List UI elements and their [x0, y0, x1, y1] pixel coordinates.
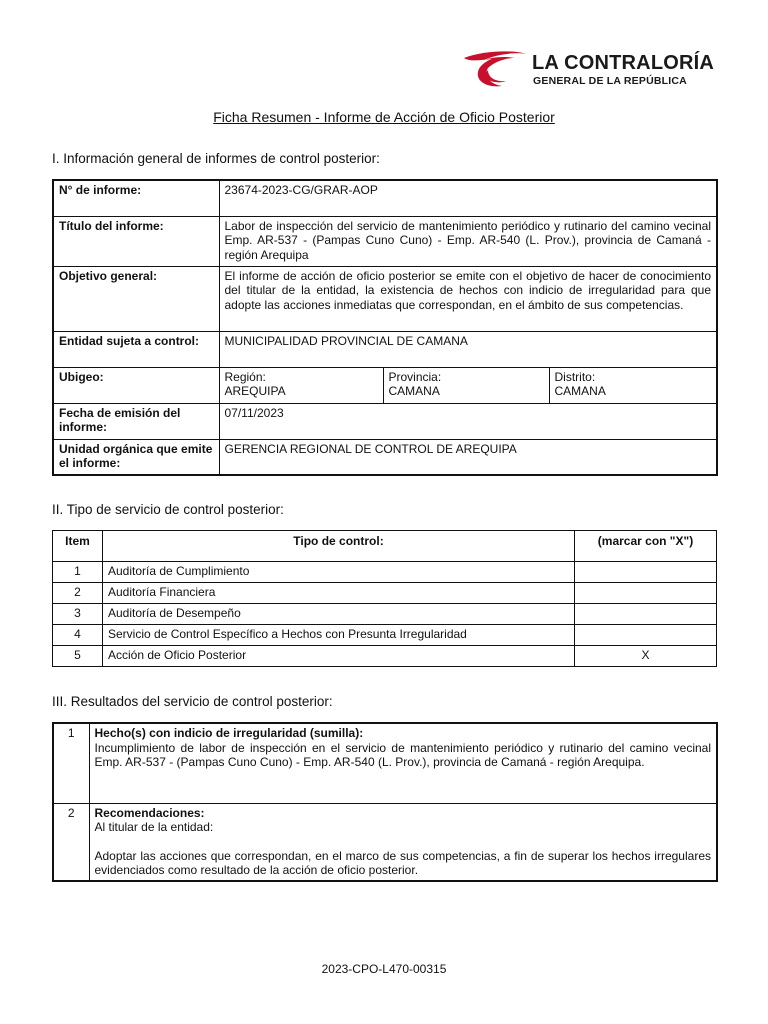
col-tipo: Tipo de control: — [103, 531, 575, 562]
item-number: 5 — [53, 646, 103, 667]
table-row — [53, 180, 717, 216]
item-number: 2 — [53, 583, 103, 604]
value-objetivo: El informe de acción de oficio posterior se emite con el objetivo de hacer de conocimiento del titular de la entidad, la existencia de hechos con indicio de irregularidad para que adopte las acciones inmediatas que correspondan, en el ámbito de sus competencias. — [219, 266, 717, 331]
item-type: Auditoría de Desempeño — [103, 604, 575, 625]
result-text: Incumplimiento de labor de inspección en el servicio de mantenimiento periódico y rutinario del camino vecinal Emp. AR-537 - (Pampas Cuno Cuno) - Emp. AR-540 (L. Prov.), provincia de Camaná - región Arequipa. — [94, 740, 711, 769]
contraloria-logo — [458, 48, 720, 98]
result-text: Al titular de la entidad: — [94, 820, 214, 834]
item-type: Acción de Oficio Posterior — [103, 646, 575, 667]
ubigeo-region — [219, 367, 383, 403]
table-header-row — [53, 531, 717, 562]
provincia-value: CAMANA — [388, 384, 440, 398]
col-item: Item — [53, 531, 103, 562]
table-row — [53, 583, 717, 604]
item-mark — [575, 604, 717, 625]
results-table — [52, 722, 718, 882]
label-entidad: Entidad sujeta a control: — [53, 331, 219, 367]
label-ubigeo: Ubigeo: — [53, 367, 219, 403]
control-type-table — [52, 530, 717, 667]
item-mark: X — [575, 646, 717, 667]
result-title: Hecho(s) con indicio de irregularidad (sumilla): — [94, 726, 364, 740]
item-number: 4 — [53, 625, 103, 646]
document-code: 2023-CPO-L470-00315 — [321, 962, 447, 976]
table-row — [53, 439, 717, 475]
item-mark — [575, 562, 717, 583]
org-name-line1: LA CONTRALORÍA — [532, 52, 715, 74]
result-content — [89, 723, 717, 803]
region-label: Región: — [224, 369, 266, 384]
table-row — [53, 625, 717, 646]
contraloria-swoosh-icon — [458, 48, 532, 94]
table-row — [53, 562, 717, 583]
value-unidad: GERENCIA REGIONAL DE CONTROL DE AREQUIPA — [219, 439, 717, 475]
result-number: 2 — [53, 803, 89, 881]
section3-heading: III. Resultados del servicio de control posterior: — [52, 694, 333, 709]
value-entidad: MUNICIPALIDAD PROVINCIAL DE CAMANA — [219, 331, 717, 367]
table-row — [53, 723, 717, 803]
section2-heading: II. Tipo de servicio de control posterior: — [52, 502, 284, 517]
document-title: Ficha Resumen - Informe de Acción de Oficio Posterior — [213, 109, 555, 125]
item-number: 1 — [53, 562, 103, 583]
item-type: Auditoría de Cumplimiento — [103, 562, 575, 583]
label-titulo: Título del informe: — [53, 216, 219, 266]
distrito-label: Distrito: — [554, 369, 596, 384]
value-fecha: 07/11/2023 — [219, 403, 717, 439]
provincia-label: Provincia: — [388, 369, 442, 384]
label-objetivo: Objetivo general: — [53, 266, 219, 331]
result-title: Recomendaciones: — [94, 805, 205, 820]
table-row — [53, 403, 717, 439]
table-row — [53, 216, 717, 266]
org-name-line2: GENERAL DE LA REPÚBLICA — [533, 75, 687, 87]
table-row — [53, 367, 717, 403]
result-text-2: Adoptar las acciones que correspondan, en el marco de sus competencias, a fin de superar los hechos irregulares evidenciados como resultado de la acción de oficio posterior. — [94, 848, 711, 877]
label-unidad: Unidad orgánica que emite el informe: — [53, 439, 219, 475]
item-type: Servicio de Control Específico a Hechos con Presunta Irregularidad — [103, 625, 575, 646]
item-mark — [575, 625, 717, 646]
region-value: AREQUIPA — [224, 384, 286, 398]
label-numero: N° de informe: — [53, 180, 219, 216]
distrito-value: CAMANA — [554, 384, 606, 398]
general-info-table — [52, 179, 718, 476]
item-number: 3 — [53, 604, 103, 625]
table-row — [53, 331, 717, 367]
table-row — [53, 803, 717, 881]
label-fecha: Fecha de emisión del informe: — [53, 403, 219, 439]
result-number: 1 — [53, 723, 89, 803]
ubigeo-provincia — [383, 367, 549, 403]
result-content — [89, 803, 717, 881]
table-row — [53, 646, 717, 667]
item-mark — [575, 583, 717, 604]
section1-heading: I. Información general de informes de control posterior: — [52, 151, 380, 166]
table-row — [53, 604, 717, 625]
value-numero: 23674-2023-CG/GRAR-AOP — [219, 180, 717, 216]
table-row — [53, 266, 717, 331]
ubigeo-distrito — [549, 367, 717, 403]
col-marca: (marcar con "X") — [575, 531, 717, 562]
value-titulo: Labor de inspección del servicio de mantenimiento periódico y rutinario del camino vecinal Emp. AR-537 - (Pampas Cuno Cuno) - Emp. AR-540 (L. Prov.), provincia de Camaná - región Arequipa — [219, 216, 717, 266]
item-type: Auditoría Financiera — [103, 583, 575, 604]
